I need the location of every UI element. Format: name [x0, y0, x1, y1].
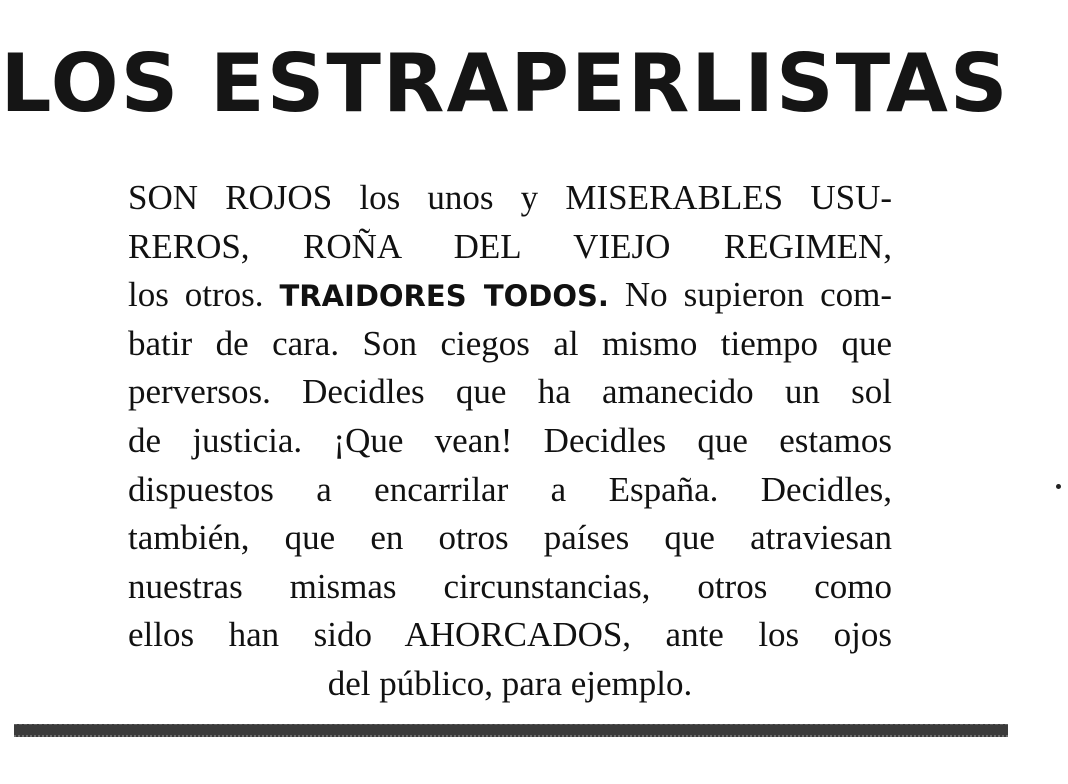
line-text: REROS, ROÑA DEL VIEJO REGIMEN,	[128, 226, 892, 266]
line-text: los otros.	[128, 275, 280, 315]
bottom-rule	[14, 724, 1008, 737]
line-text: dispuestos a encarrilar a España. Decidles,	[128, 469, 892, 509]
body-line	[128, 368, 892, 417]
body-line	[128, 320, 892, 369]
ink-speck	[1056, 484, 1061, 489]
line-text: también, que en otros países que atraviesan	[128, 518, 892, 558]
body-line	[128, 466, 892, 515]
body-line	[128, 223, 892, 272]
line-text: No supieron com-	[608, 275, 892, 315]
emphasis-text: TRAIDORES TODOS.	[279, 279, 609, 314]
body-line	[128, 514, 892, 563]
body-line	[128, 271, 892, 320]
body-line	[128, 417, 892, 466]
line-text: del público, para ejemplo.	[327, 663, 693, 703]
line-text: ellos han sido AHORCADOS, ante los ojos	[128, 615, 892, 655]
line-text: batir de cara. Son ciegos al mismo tiempo que	[128, 323, 892, 363]
line-text: SON ROJOS los unos y MISERABLES USU-	[128, 178, 892, 217]
body-line	[128, 611, 892, 660]
line-text: perversos. Decidles que ha amanecido un sol	[128, 372, 892, 412]
line-text: nuestras mismas circunstancias, otros como	[128, 566, 892, 606]
body-line	[128, 174, 892, 223]
line-text: de justicia. ¡Que vean! Decidles que estamos	[128, 420, 892, 460]
article-body	[128, 174, 892, 709]
body-line-last	[128, 660, 892, 709]
body-line	[128, 563, 892, 612]
headline: LOS ESTRAPERLISTAS	[0, 37, 1010, 130]
